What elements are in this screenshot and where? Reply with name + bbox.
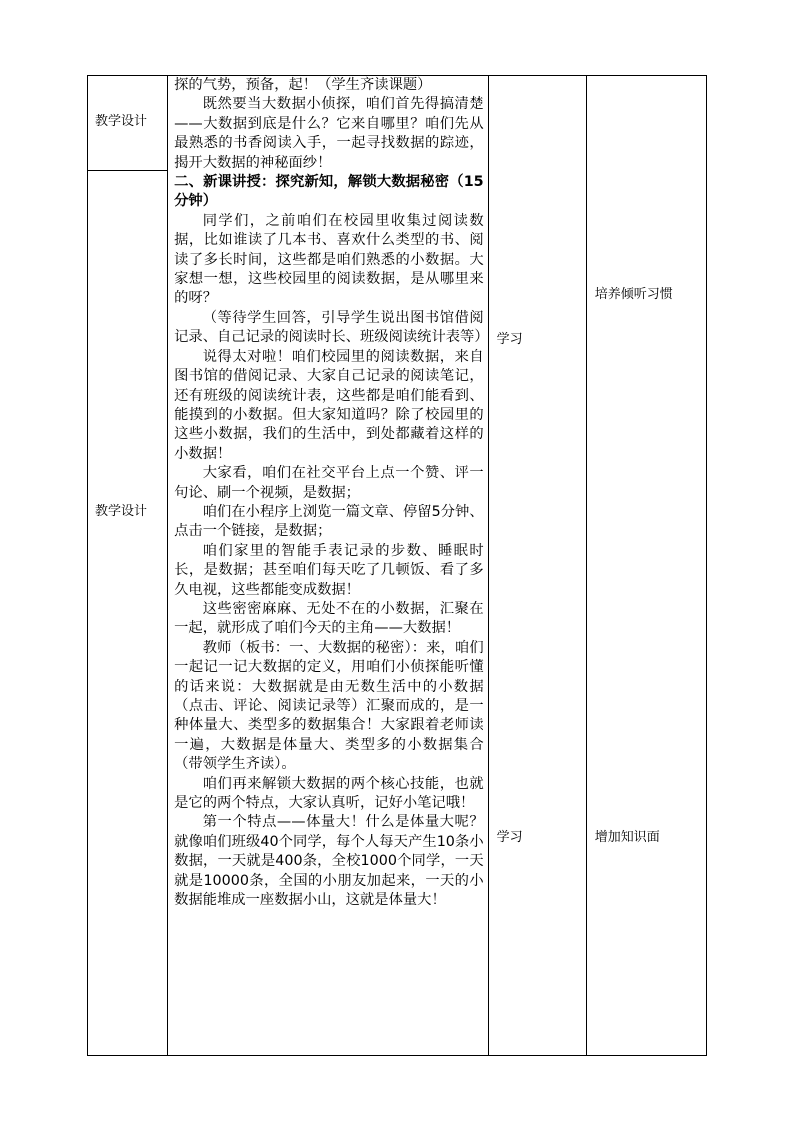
- paragraph: 大家看，咱们在社交平台上点一个赞、评一句论、刷一个视频，是数据；: [174, 465, 484, 501]
- paragraph: 同学们，之前咱们在校园里收集过阅读数据，比如谁读了几本书、喜欢什么类型的书、阅读了多长时间，这些都是咱们熟悉的小数据。大家想一想，这些校园里的阅读数据，是从哪里来的呀？: [174, 212, 484, 307]
- activity-label: 学习: [496, 332, 523, 347]
- row-label: 教学设计: [95, 504, 148, 519]
- activity-label: 学习: [496, 830, 523, 845]
- paragraph: 教师（板书：一、大数据的秘密）：来，咱们一起记一记大数据的定义，用咱们小侦探能听懂的话来说：大数据就是由无数生活中的小数据（点击、评论、阅读记录等）汇聚而成的，是一种体量大、类型多的数据集合！大家跟着老师读一遍，大数据是体量大、类型多的小数据集合（带领学生齐读）。: [174, 639, 484, 773]
- row-label-cell: [88, 171, 168, 1056]
- activity-cell: [488, 76, 586, 1056]
- intent-label: 培养倾听习惯: [594, 287, 673, 302]
- content-cell: [168, 76, 489, 1056]
- paragraph: 咱们再来解锁大数据的两个核心技能，也就是它的两个特点，大家认真听，记好小笔记哦！: [174, 775, 484, 812]
- paragraph: 说得太对啦！咱们校园里的阅读数据，来自图书馆的借阅记录、大家自己记录的阅读笔记，还有班级的阅读统计表，这些都是咱们能看到、能摸到的小数据。但大家知道吗？除了校园里的这些小数据，我们的生活中，到处都藏着这样的小数据！: [174, 348, 484, 462]
- paragraph: 第一个特点——体量大！什么是体量大呢？就像咱们班级40个同学，每个人每天产生10条小数据，一天就是400条，全校1000个同学，一天就是10000条，全国的小朋友加起来，一天的小数据能堆成一座数据小山，这就是体量大！: [174, 814, 484, 909]
- paragraph: （等待学生回答，引导学生说出图书馆借阅记录、自己记录的阅读时长、班级阅读统计表等）: [174, 309, 489, 346]
- lesson-plan-table: [87, 75, 707, 1056]
- paragraph: 咱们在小程序上浏览一篇文章、停留5分钟、点击一个链接，是数据；: [174, 503, 484, 540]
- intent-cell: [586, 76, 706, 1056]
- paragraph: 这些密密麻麻、无处不在的小数据，汇聚在一起，就形成了咱们今天的主角——大数据！: [174, 600, 484, 637]
- paragraph: 探的气势，预备，起！（学生齐读课题）: [174, 77, 432, 93]
- paragraph: 既然要当大数据小侦探，咱们首先得搞清楚——大数据到底是什么？它来自哪里？咱们先从最熟悉的书香阅读入手，一起寻找数据的踪迹，揭开大数据的神秘面纱！: [174, 96, 484, 171]
- table-row: [88, 76, 707, 171]
- paragraph: 咱们家里的智能手表记录的步数、睡眠时长，是数据；甚至咱们每天吃了几顿饭、看了多久电视，这些都能变成数据！: [174, 542, 484, 598]
- section-heading: 二、新课讲授：探究新知，解锁大数据秘密（15分钟）: [174, 174, 484, 210]
- lesson-content: [174, 76, 489, 910]
- row-label-cell: [88, 76, 168, 171]
- intent-label: 增加知识面: [594, 830, 660, 845]
- row-label: 教学设计: [95, 114, 148, 129]
